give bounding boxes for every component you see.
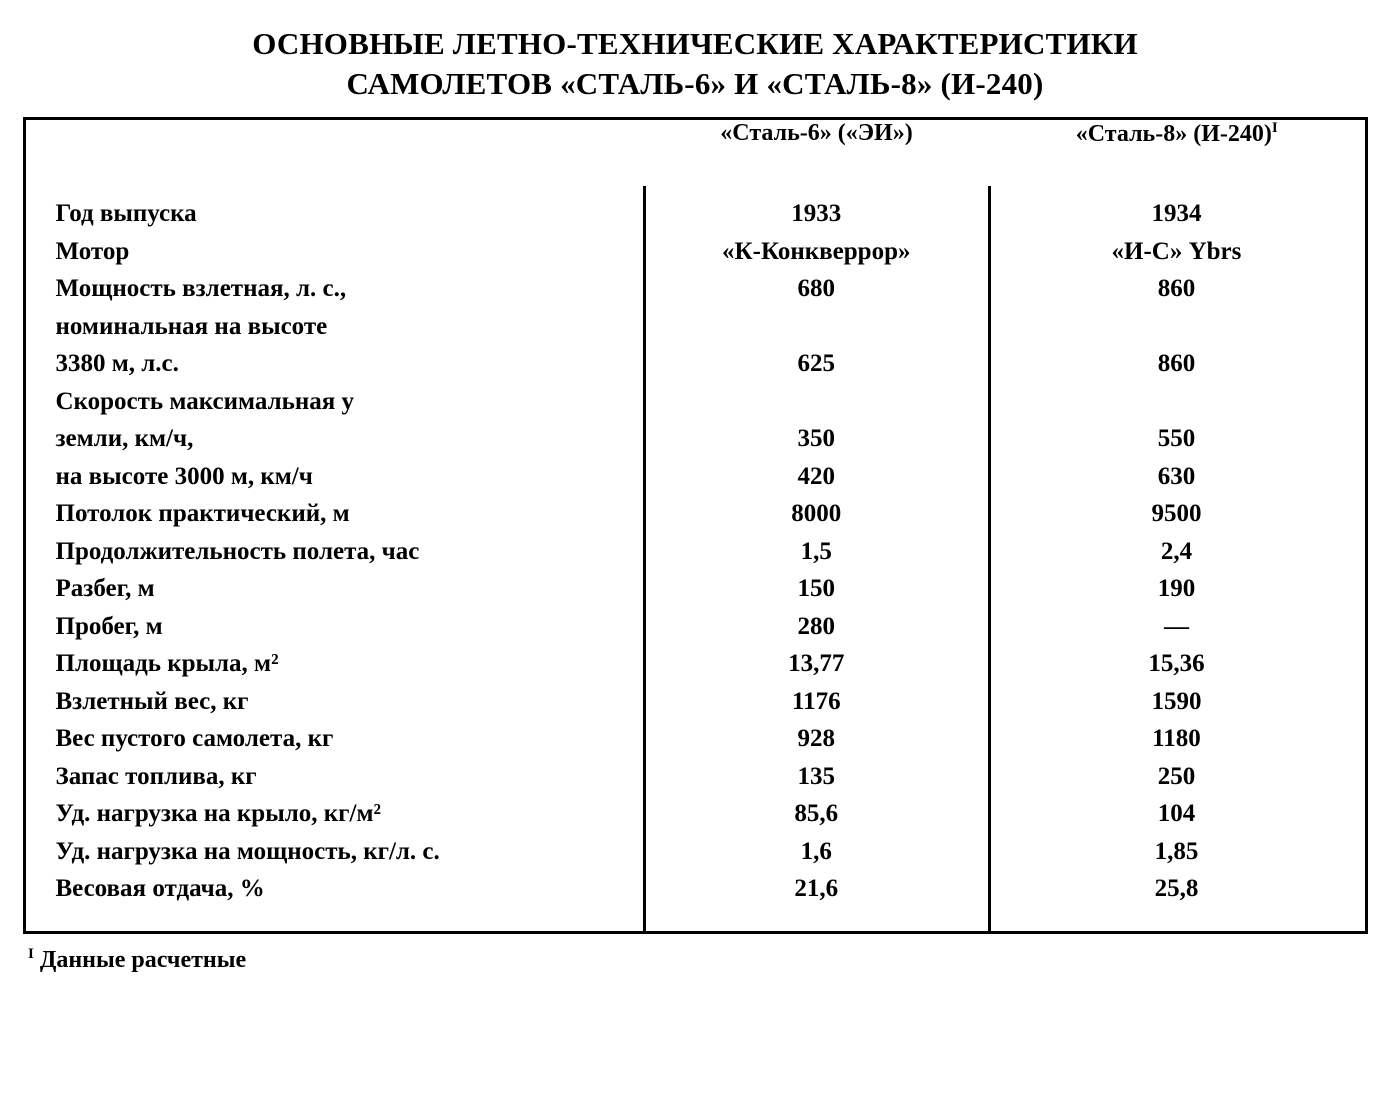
row-value-stal-6: 1,5 (800, 537, 832, 565)
row-value-stal-6: 135 (797, 762, 836, 790)
row-label: Мотор (55, 237, 130, 265)
table-row (26, 275, 1365, 313)
footnote-text: Данные расчетные (39, 946, 247, 973)
row-label: Взлетный вес, кг (55, 687, 249, 715)
row-value-stal-8: 860 (1157, 275, 1196, 303)
table-header-row (24, 119, 1366, 187)
header-cell-stal-6: «Сталь-6» («ЭИ») (720, 120, 913, 147)
table-row (26, 538, 1365, 576)
row-label: Мощность взлетная, л. с., (55, 275, 347, 303)
footnote (28, 946, 1368, 974)
column-divider-2 (988, 186, 991, 931)
row-value-stal-6: 8000 (791, 500, 842, 528)
table-row (26, 800, 1365, 838)
row-label: номинальная на высоте (55, 312, 328, 340)
header-cell-stal-8 (989, 119, 1366, 187)
table-row (26, 388, 1365, 426)
row-value-stal-8: 630 (1157, 462, 1196, 490)
table-body-cell (24, 186, 1366, 932)
table-row (26, 350, 1365, 388)
table-row (26, 875, 1365, 913)
row-value-stal-6: 21,6 (794, 875, 839, 903)
row-value-stal-6: 1176 (791, 687, 841, 715)
row-label: Скорость максимальная у (55, 387, 355, 415)
row-label: Весовая отдача, % (55, 875, 265, 903)
row-value-stal-6: 1,6 (800, 837, 832, 865)
row-label: Разбег, м (55, 575, 155, 603)
row-value-stal-8: 25,8 (1154, 875, 1199, 903)
row-value-stal-8: «И-С» Ybrs (1111, 237, 1242, 265)
row-label: Пробег, м (55, 612, 163, 640)
table-row (26, 613, 1365, 651)
row-label: земли, км/ч, (55, 425, 194, 453)
row-label: Потолок практический, м (55, 500, 350, 528)
table-body-row (24, 186, 1366, 932)
row-value-stal-8: 250 (1157, 762, 1196, 790)
row-label: Продолжительность полета, час (55, 537, 420, 565)
table-row (26, 650, 1365, 688)
row-value-stal-6: 680 (797, 275, 836, 303)
header-cell-parameter (24, 119, 644, 187)
row-value-stal-6: 85,6 (794, 800, 839, 828)
table-row (26, 838, 1365, 876)
page-title (22, 24, 1368, 103)
row-value-stal-6: 420 (797, 462, 836, 490)
row-value-stal-8: 15,36 (1148, 650, 1205, 678)
table-row (26, 238, 1365, 276)
specifications-table (23, 117, 1368, 934)
row-value-stal-6: 350 (797, 425, 836, 453)
row-label: Год выпуска (55, 200, 197, 228)
row-label: Уд. нагрузка на крыло, кг/м² (55, 800, 381, 828)
header-stal-8-text: «Сталь-8» (И-240) (1075, 121, 1272, 148)
row-label: 3380 м, л.с. (55, 350, 179, 378)
row-value-stal-8: 1180 (1152, 725, 1201, 753)
row-value-stal-8: 1934 (1151, 200, 1202, 228)
row-label: на высоте 3000 м, км/ч (55, 462, 313, 490)
table-row (26, 425, 1365, 463)
footnote-mark: I (28, 945, 34, 962)
table-row (26, 313, 1365, 351)
row-label: Уд. нагрузка на мощность, кг/л. с. (55, 837, 440, 865)
table-row (26, 463, 1365, 501)
table-row (26, 688, 1365, 726)
title-line-2: САМОЛЕТОВ «СТАЛЬ-6» И «СТАЛЬ-8» (И-240) (346, 65, 1044, 101)
column-divider-1 (643, 186, 646, 931)
row-value-stal-6: 150 (797, 575, 836, 603)
table-row (26, 575, 1365, 613)
table-row (26, 200, 1365, 238)
row-value-stal-6: «К-Конкверрор» (722, 237, 911, 265)
row-value-stal-8: — (1163, 612, 1189, 640)
row-value-stal-8: 190 (1157, 575, 1196, 603)
table-row (26, 763, 1365, 801)
row-value-stal-8: 1,85 (1154, 837, 1199, 865)
row-value-stal-6: 13,77 (788, 650, 845, 678)
row-value-stal-8: 9500 (1151, 500, 1202, 528)
rows-grid (26, 186, 1365, 931)
rows-container (26, 186, 1365, 931)
table-row (26, 725, 1365, 763)
row-value-stal-8: 2,4 (1160, 537, 1193, 565)
row-value-stal-8: 860 (1157, 350, 1196, 378)
row-label: Вес пустого самолета, кг (55, 725, 334, 753)
row-value-stal-8: 1590 (1151, 687, 1202, 715)
row-label: Площадь крыла, м² (55, 650, 279, 678)
title-line-1: ОСНОВНЫЕ ЛЕТНО-ТЕХНИЧЕСКИЕ ХАРАКТЕРИСТИКИ (252, 26, 1138, 61)
header-stal-8-footnote-mark: I (1271, 120, 1278, 137)
row-value-stal-6: 280 (797, 612, 836, 640)
table-row (26, 500, 1365, 538)
row-value-stal-8: 104 (1157, 800, 1196, 828)
row-label: Запас топлива, кг (55, 762, 257, 790)
row-value-stal-6: 625 (797, 350, 836, 378)
row-value-stal-6: 928 (797, 725, 836, 753)
row-value-stal-8: 550 (1157, 425, 1196, 453)
row-value-stal-6: 1933 (791, 200, 842, 228)
